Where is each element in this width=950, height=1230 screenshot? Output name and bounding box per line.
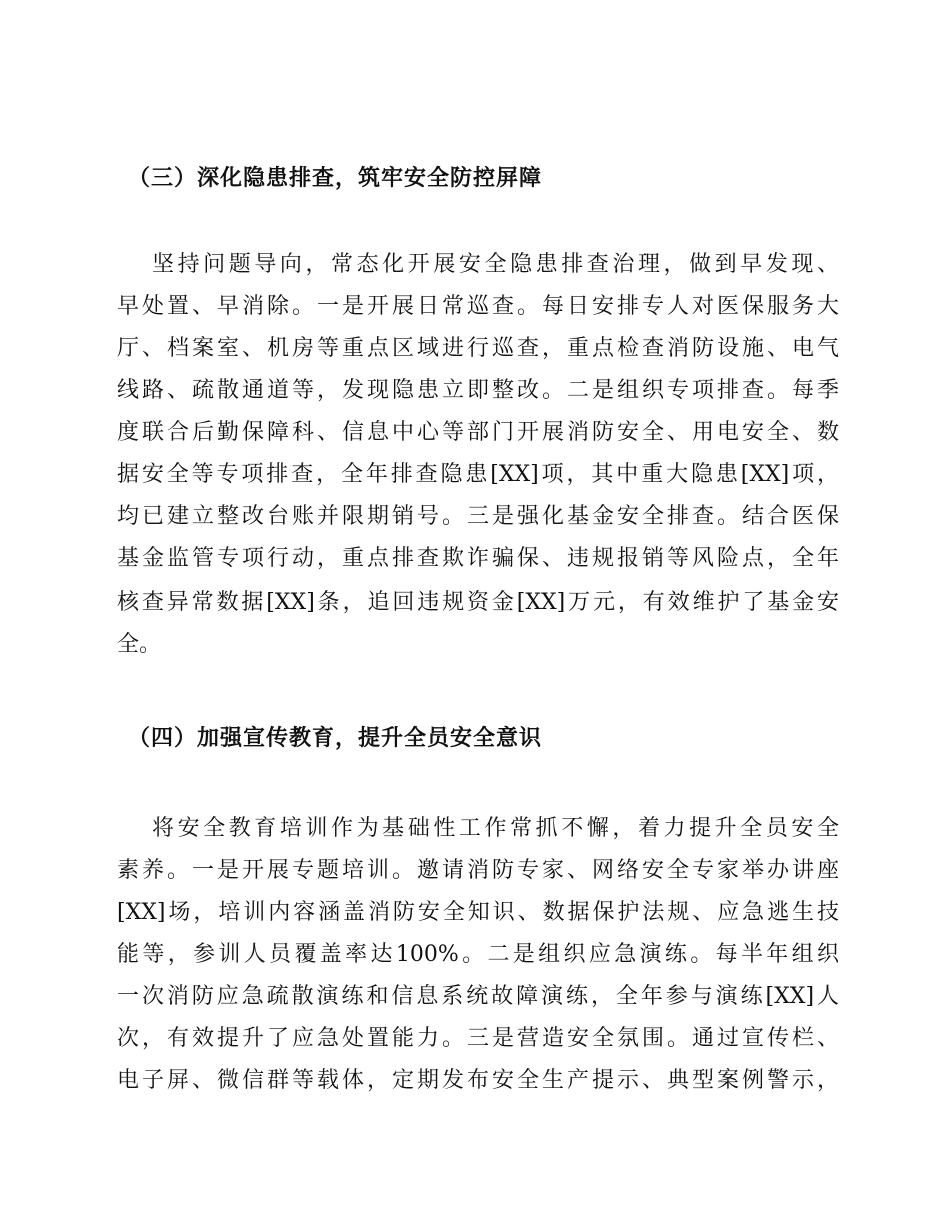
section-heading-4: （四）加强宣传教育，提升全员安全意识 [128,725,543,751]
paragraph-line: 次，有效提升了应急处置能力。三是营造安全氛围。通过宣传栏、 [117,1026,839,1051]
paragraph-line: 全。 [117,632,162,657]
paragraph-line: 素养。一是开展专题培训。邀请消防专家、网络安全专家举办讲座 [117,858,839,883]
paragraph-line: 均已建立整改台账并限期销号。三是强化基金安全排查。结合医保 [117,504,839,529]
paragraph-line: 厅、档案室、机房等重点区域进行巡查，重点检查消防设施、电气 [117,336,839,361]
paragraph-line: 据安全等专项排查，全年排查隐患[XX]项，其中重大隐患[XX]项， [117,462,839,487]
paragraph-line: 一次消防应急疏散演练和信息系统故障演练，全年参与演练[XX]人 [117,984,839,1009]
paragraph-line: 电子屏、微信群等载体，定期发布安全生产提示、典型案例警示， [117,1068,839,1093]
paragraph-line: 能等，参训人员覆盖率达100%。二是组织应急演练。每半年组织 [117,942,839,967]
paragraph-line: 基金监管专项行动，重点排查欺诈骗保、违规报销等风险点，全年 [117,546,839,571]
paragraph-line: 度联合后勤保障科、信息中心等部门开展消防安全、用电安全、数 [117,420,839,445]
paragraph-line: [XX]场，培训内容涵盖消防安全知识、数据保护法规、应急逃生技 [117,900,839,925]
paragraph-line: 核查异常数据[XX]条，追回违规资金[XX]万元，有效维护了基金安 [117,590,839,615]
paragraph-line: 早处置、早消除。一是开展日常巡查。每日安排专人对医保服务大 [117,294,839,319]
paragraph-line: 坚持问题导向，常态化开展安全隐患排查治理，做到早发现、 [152,252,839,277]
section-heading-3: （三）深化隐患排查，筑牢安全防控屏障 [128,165,543,191]
paragraph-line: 将安全教育培训作为基础性工作常抓不懈，着力提升全员安全 [152,816,839,841]
paragraph-line: 线路、疏散通道等，发现隐患立即整改。二是组织专项排查。每季 [117,378,839,403]
